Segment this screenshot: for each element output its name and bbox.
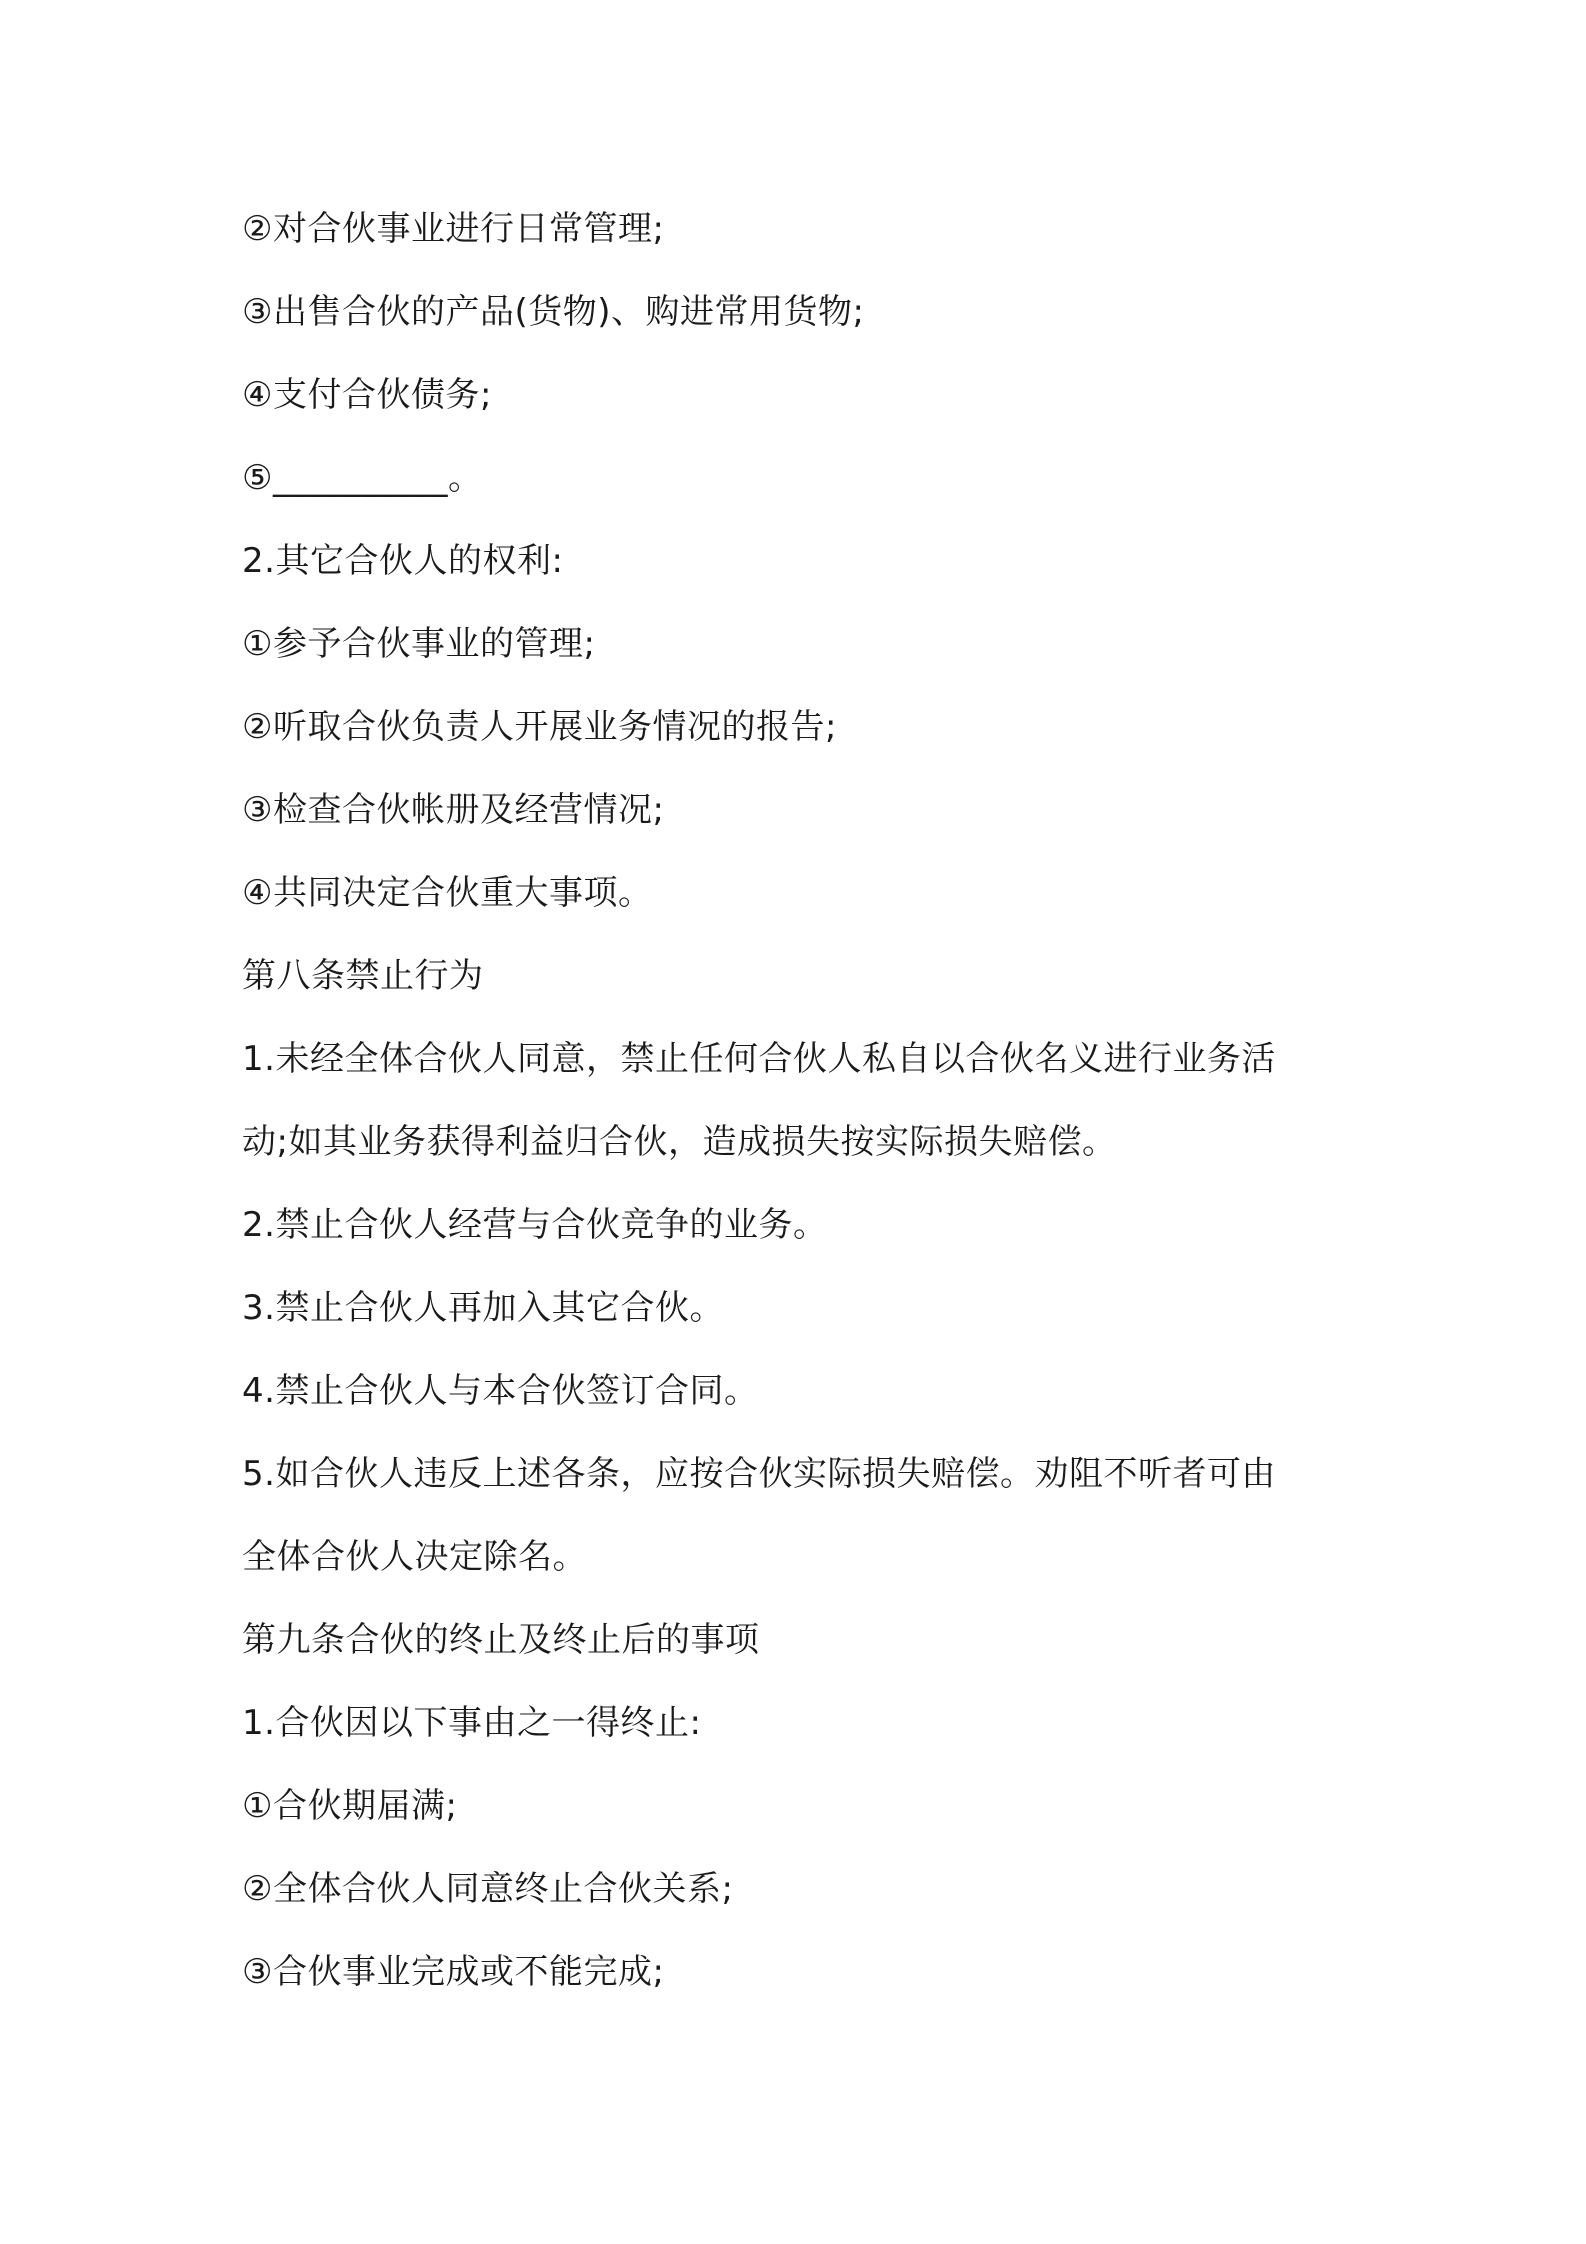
- prohibition-2: 2.禁止合伙人经营与合伙竞争的业务。: [242, 1205, 828, 1245]
- termination-item-3: ③合伙事业完成或不能完成;: [242, 1952, 665, 1992]
- rights-item-4: ④共同决定合伙重大事项。: [242, 873, 653, 913]
- termination-item-1: ①合伙期届满;: [242, 1786, 458, 1826]
- article-9-heading: 第九条合伙的终止及终止后的事项: [242, 1620, 760, 1660]
- prohibition-1-line-1: 1.未经全体合伙人同意，禁止任何合伙人私自以合伙名义进行业务活: [242, 1039, 1276, 1079]
- article-8-heading: 第八条禁止行为: [242, 956, 484, 996]
- prohibition-5-line-1: 5.如合伙人违反上述各条，应按合伙实际损失赔偿。劝阻不听者可由: [242, 1454, 1276, 1494]
- termination-intro: 1.合伙因以下事由之一得终止:: [242, 1703, 702, 1743]
- rights-item-3: ③检查合伙帐册及经营情况;: [242, 790, 665, 830]
- other-partners-rights-heading: 2.其它合伙人的权利:: [242, 541, 564, 581]
- prohibition-4: 4.禁止合伙人与本合伙签订合同。: [242, 1371, 759, 1411]
- rights-item-2: ②听取合伙负责人开展业务情况的报告;: [242, 707, 837, 747]
- duty-item-2: ②对合伙事业进行日常管理;: [242, 209, 665, 249]
- prohibition-3: 3.禁止合伙人再加入其它合伙。: [242, 1288, 724, 1328]
- duty-item-5-blank: ⑤__________。: [242, 458, 483, 498]
- duty-item-3: ③出售合伙的产品(货物)、购进常用货物;: [242, 292, 865, 332]
- prohibition-5-line-2: 全体合伙人决定除名。: [242, 1537, 587, 1577]
- termination-item-2: ②全体合伙人同意终止合伙关系;: [242, 1869, 734, 1909]
- rights-item-1: ①参予合伙事业的管理;: [242, 624, 596, 664]
- prohibition-1-line-2: 动;如其业务获得利益归合伙，造成损失按实际损失赔偿。: [242, 1122, 1117, 1162]
- duty-item-4: ④支付合伙债务;: [242, 375, 492, 415]
- document-body: [242, 198, 1372, 2024]
